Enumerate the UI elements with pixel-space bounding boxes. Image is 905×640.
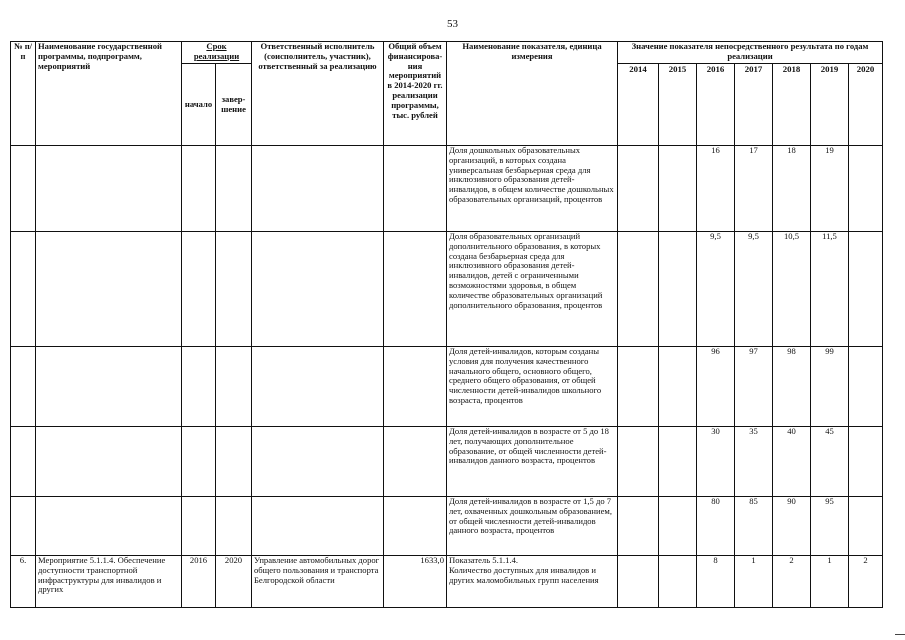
cell-value xyxy=(618,347,659,427)
cell-value: 85 xyxy=(735,497,773,556)
cell-value xyxy=(659,232,697,347)
col-header-term: Срок реализации xyxy=(182,42,252,64)
table-row xyxy=(11,232,883,347)
col-header-values: Значение показателя непосредственного результата по годам реализации xyxy=(618,42,883,64)
cell-value xyxy=(618,556,659,608)
program-table xyxy=(10,41,883,608)
cell-value: 18 xyxy=(773,146,811,232)
cell-indicator: Доля детей-инвалидов в возрасте от 1,5 до 7 лет, охваченных дошкольным образованием, от общей численности детей-инвалидов данного возраста, процентов xyxy=(447,497,618,556)
cell-value: 40 xyxy=(773,427,811,497)
cell-value: 1 xyxy=(735,556,773,608)
cell-value xyxy=(659,347,697,427)
indicator-title: Показатель 5.1.1.4. xyxy=(449,555,519,565)
cell-indicator: Доля образовательных организаций дополнительного образования, в которых создана безбарьерная среда для инклюзивного образования детей-инвалидов, детей с ограниченными возможностями здоровья, в общем количестве образовательных организаций дополнительного образования, процентов xyxy=(447,232,618,347)
cell-executor xyxy=(252,146,384,232)
cell-value xyxy=(659,497,697,556)
cell-value: 1 xyxy=(811,556,849,608)
cell-value xyxy=(849,146,883,232)
cell-value: 35 xyxy=(735,427,773,497)
cell-end xyxy=(216,497,252,556)
cell-value: 17 xyxy=(735,146,773,232)
col-header-year: 2017 xyxy=(735,64,773,146)
cell-value xyxy=(659,146,697,232)
cell-end xyxy=(216,427,252,497)
cell-volume xyxy=(384,146,447,232)
cell-executor xyxy=(252,497,384,556)
cell-value: 30 xyxy=(697,427,735,497)
cell-program xyxy=(36,146,182,232)
cell-value xyxy=(618,427,659,497)
cell-value: 95 xyxy=(811,497,849,556)
cell-value: 9,5 xyxy=(735,232,773,347)
cell-end xyxy=(216,347,252,427)
cell-volume xyxy=(384,232,447,347)
cell-num: 6. xyxy=(11,556,36,608)
cell-value xyxy=(849,497,883,556)
cell-num xyxy=(11,232,36,347)
col-header-year: 2014 xyxy=(618,64,659,146)
cell-executor xyxy=(252,347,384,427)
cell-indicator: Доля дошкольных образовательных организаций, в которых создана универсальная безбарьерная среда для инклюзивного образования детей-инвалидов, в общем количестве дошкольных образовательных организаций, процентов xyxy=(447,146,618,232)
cell-num xyxy=(11,427,36,497)
cell-value: 96 xyxy=(697,347,735,427)
cell-num xyxy=(11,146,36,232)
cell-program xyxy=(36,232,182,347)
cell-value: 8 xyxy=(697,556,735,608)
col-header-end: завер-шение xyxy=(216,64,252,146)
cell-value: 11,5 xyxy=(811,232,849,347)
scan-edge-mark xyxy=(895,634,905,638)
table-row xyxy=(11,556,883,608)
cell-value: 19 xyxy=(811,146,849,232)
cell-value xyxy=(849,347,883,427)
cell-value xyxy=(618,146,659,232)
cell-start xyxy=(182,497,216,556)
cell-executor xyxy=(252,427,384,497)
col-header-year: 2018 xyxy=(773,64,811,146)
col-header-num: № п/п xyxy=(11,42,36,146)
cell-value: 97 xyxy=(735,347,773,427)
cell-start xyxy=(182,347,216,427)
cell-value: 45 xyxy=(811,427,849,497)
cell-program xyxy=(36,347,182,427)
cell-start xyxy=(182,146,216,232)
cell-start xyxy=(182,427,216,497)
cell-indicator xyxy=(447,556,618,608)
cell-end xyxy=(216,232,252,347)
table-row xyxy=(11,427,883,497)
cell-start: 2016 xyxy=(182,556,216,608)
cell-value: 2 xyxy=(773,556,811,608)
cell-value: 98 xyxy=(773,347,811,427)
col-header-year: 2015 xyxy=(659,64,697,146)
cell-end xyxy=(216,146,252,232)
cell-program xyxy=(36,427,182,497)
col-header-year: 2019 xyxy=(811,64,849,146)
cell-program: Мероприятие 5.1.1.4. Обеспечение доступности транспортной инфраструктуры для инвалидов и других xyxy=(36,556,182,608)
cell-volume xyxy=(384,347,447,427)
cell-executor xyxy=(252,232,384,347)
cell-program xyxy=(36,497,182,556)
cell-volume: 1633,0 xyxy=(384,556,447,608)
col-header-executor: Ответственный исполнитель (соисполнитель, участник), ответственный за реализацию xyxy=(252,42,384,146)
cell-volume xyxy=(384,497,447,556)
cell-end: 2020 xyxy=(216,556,252,608)
cell-value: 80 xyxy=(697,497,735,556)
cell-num xyxy=(11,347,36,427)
col-header-indicator: Наименование показателя, единица измерения xyxy=(447,42,618,146)
table-row xyxy=(11,146,883,232)
cell-value: 90 xyxy=(773,497,811,556)
cell-value xyxy=(659,556,697,608)
col-header-year: 2020 xyxy=(849,64,883,146)
cell-start xyxy=(182,232,216,347)
cell-indicator: Доля детей-инвалидов, которым созданы условия для получения качественного начального общего, основного общего, среднего общего образования, от общей численности детей-инвалидов школьного возраста, процентов xyxy=(447,347,618,427)
cell-num xyxy=(11,497,36,556)
cell-value xyxy=(659,427,697,497)
cell-value xyxy=(849,232,883,347)
page-number: 53 xyxy=(447,18,458,30)
col-header-year: 2016 xyxy=(697,64,735,146)
cell-value xyxy=(618,497,659,556)
table-row xyxy=(11,347,883,427)
cell-value xyxy=(849,427,883,497)
col-header-program: Наименование государственной программы, подпрограмм, мероприятий xyxy=(36,42,182,146)
cell-value: 99 xyxy=(811,347,849,427)
cell-indicator: Доля детей-инвалидов в возрасте от 5 до 18 лет, получающих дополнительное образование, от общей численности детей-инвалидов данного возраста, процентов xyxy=(447,427,618,497)
indicator-text: Количество доступных для инвалидов и других маломобильных групп населения xyxy=(449,564,599,585)
col-header-volume: Общий объем финансирова-ния мероприятий в 2014-2020 гг. реализации программы, тыс. рублей xyxy=(384,42,447,146)
cell-value: 9,5 xyxy=(697,232,735,347)
cell-value: 2 xyxy=(849,556,883,608)
cell-value xyxy=(618,232,659,347)
col-header-start: начало xyxy=(182,64,216,146)
cell-value: 10,5 xyxy=(773,232,811,347)
cell-volume xyxy=(384,427,447,497)
cell-value: 16 xyxy=(697,146,735,232)
table-row xyxy=(11,497,883,556)
header-row xyxy=(11,42,883,64)
cell-executor: Управление автомобильных дорог общего пользования и транспорта Белгородской области xyxy=(252,556,384,608)
